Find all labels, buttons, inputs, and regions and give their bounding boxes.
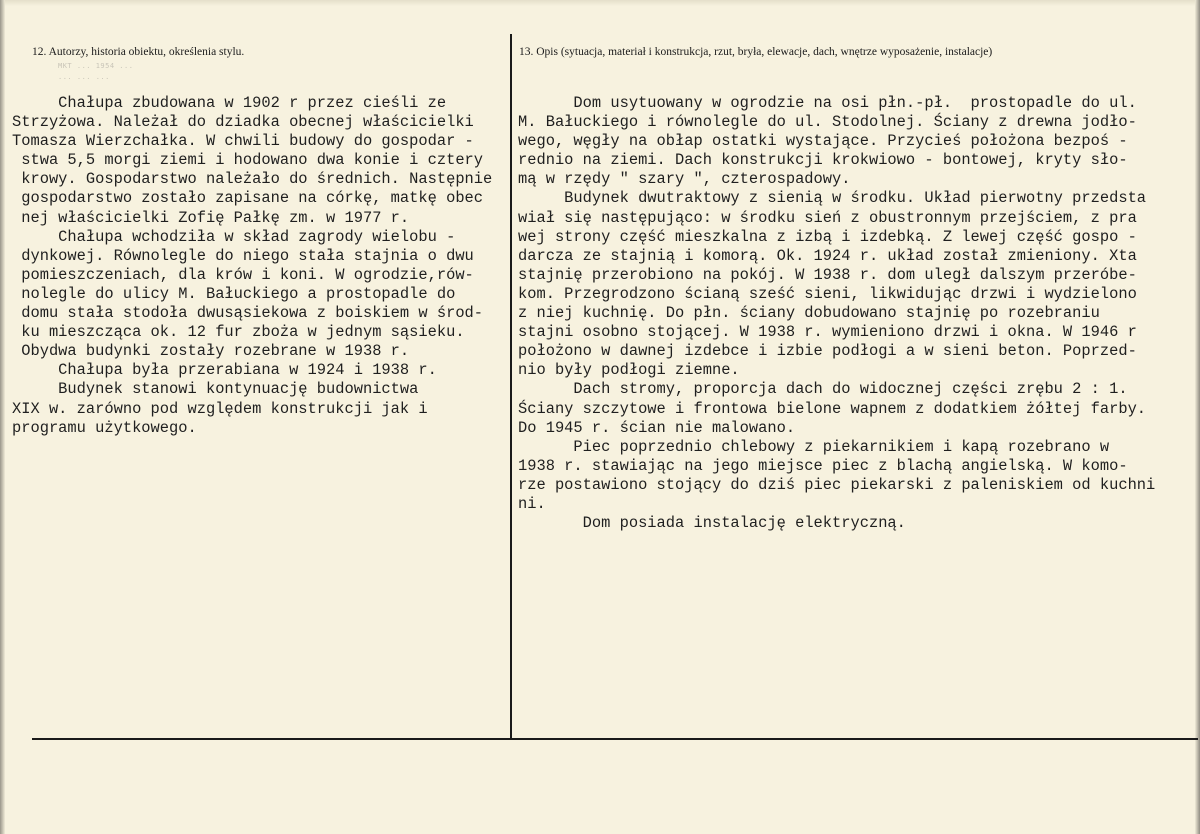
- description-text-block: [518, 94, 1155, 533]
- description-line: Do 1945 r. ścian nie malowano.: [518, 418, 796, 437]
- history-line: dynkowej. Równolegle do niego stała stajnia o dwu: [12, 246, 474, 265]
- card-left-edge: [0, 0, 5, 834]
- history-line: Chałupa zbudowana w 1902 r przez cieśli ze: [12, 94, 447, 112]
- history-line: stwa 5,5 morgi ziemi i hodowano dwa konie i cztery: [12, 151, 484, 170]
- description-line: Dom usytuowany w ogrodzie na osi płn.-pł. prostopadle do ul.: [518, 94, 1137, 112]
- bottom-rule: [32, 738, 1198, 740]
- history-line: ku mieszcząca ok. 12 fur zboża w jednym sąsieku.: [12, 323, 465, 342]
- history-line: gospodarstwo zostało zapisane na córkę, matkę obec: [12, 189, 484, 208]
- history-line: pomieszczeniach, dla krów i koni. W ogrodzie,rów-: [12, 265, 474, 284]
- description-line: stajnię przerobiono na pokój. W 1938 r. dom uległ dalszym przeróbe-: [518, 265, 1137, 284]
- archive-stamp-line-1: MKT ... 1954 ...: [58, 62, 134, 70]
- history-line: programu użytkowego.: [12, 418, 197, 437]
- description-line: wego, węgły na obłap ostatki wystające. Przycieś położona bezpoś -: [518, 132, 1128, 151]
- description-line: kom. Przegrodzono ścianą sześć sieni, likwidując drzwi i wydzielono: [518, 284, 1137, 303]
- description-line: z niej kuchnię. Do płn. ściany dobudowano stajnię po rozebraniu: [518, 304, 1100, 323]
- section-12-heading: 12. Autorzy, historia obiektu, określenia stylu.: [32, 46, 245, 58]
- description-line: mą w rzędy " szary ", czterospadowy.: [518, 170, 851, 189]
- description-line: rze postawiono stojący do dziś piec piekarski z paleniskiem od kuchni: [518, 475, 1156, 494]
- description-line: Dom posiada instalację elektryczną.: [518, 514, 906, 533]
- history-line: Chałupa wchodziła w skład zagrody wielobu -: [12, 227, 456, 246]
- history-line: Obydwa budynki zostały rozebrane w 1938 r.: [12, 342, 410, 361]
- description-line: Dach stromy, proporcja dach do widocznej części zrębu 2 : 1.: [518, 380, 1128, 399]
- history-line: Tomasza Wierzchałka. W chwili budowy do gospodar -: [12, 132, 474, 151]
- card-top-edge: [0, 0, 1200, 6]
- history-text-block: [12, 94, 492, 438]
- history-line: nolegle do ulicy M. Bałuckiego a prostopadle do: [12, 284, 456, 303]
- card-right-edge: [1195, 0, 1200, 834]
- description-line: wej strony część mieszkalna z izbą i izdebką. Z lewej część gospo -: [518, 227, 1137, 246]
- description-line: położono w dawnej izdebce i izbie podłogi a w sieni beton. Poprzed-: [518, 342, 1137, 361]
- archive-stamp-line-2: ... ... ...: [58, 73, 110, 81]
- history-line: nej właścicielki Zofię Pałkę zm. w 1977 r.: [12, 208, 410, 227]
- description-line: darcza ze stajnią i komorą. Ok. 1924 r. układ został zmieniony. Xta: [518, 246, 1137, 265]
- description-line: stajni osobno stojącej. W 1938 r. wymieniono drzwi i okna. W 1946 r: [518, 323, 1137, 342]
- section-13-heading: 13. Opis (sytuacja, materiał i konstrukcja, rzut, bryła, elewacje, dach, wnętrze wyposażenie, instalacje): [519, 46, 993, 58]
- description-line: rednio na ziemi. Dach konstrukcji krokwiowo - bontowej, kryty sło-: [518, 151, 1128, 170]
- description-line: ni.: [518, 494, 546, 513]
- description-line: M. Bałuckiego i równolegle do ul. Stodolnej. Ściany z drewna jodło-: [518, 113, 1137, 132]
- description-line: nio były podłogi ziemne.: [518, 361, 740, 380]
- history-line: domu stała stodoła dwusąsiekowa z boiskiem w środ-: [12, 304, 484, 323]
- description-line: Budynek dwutraktowy z sienią w środku. Układ pierwotny przedsta: [518, 189, 1147, 208]
- description-line: Piec poprzednio chlebowy z piekarnikiem i kapą rozebrano w: [518, 437, 1110, 456]
- description-line: wiał się następująco: w środku sień z obustronnym przejściem, z pra: [518, 208, 1137, 227]
- history-line: Chałupa była przerabiana w 1924 i 1938 r.: [12, 361, 437, 380]
- history-line: XIX w. zarówno pod względem konstrukcji jak i: [12, 399, 428, 418]
- description-line: 1938 r. stawiając na jego miejsce piec z blachą angielską. W komo-: [518, 456, 1128, 475]
- history-line: krowy. Gospodarstwo należało do średnich. Następnie: [12, 170, 493, 189]
- column-divider: [510, 34, 512, 740]
- description-line: Ściany szczytowe i frontowa bielone wapnem z dodatkiem żółtej farby.: [518, 399, 1147, 418]
- history-line: Budynek stanowi kontynuację budownictwa: [12, 380, 419, 399]
- history-line: Strzyżowa. Należał do dziadka obecnej właścicielki: [12, 113, 474, 132]
- faint-archive-stamp: [58, 61, 133, 83]
